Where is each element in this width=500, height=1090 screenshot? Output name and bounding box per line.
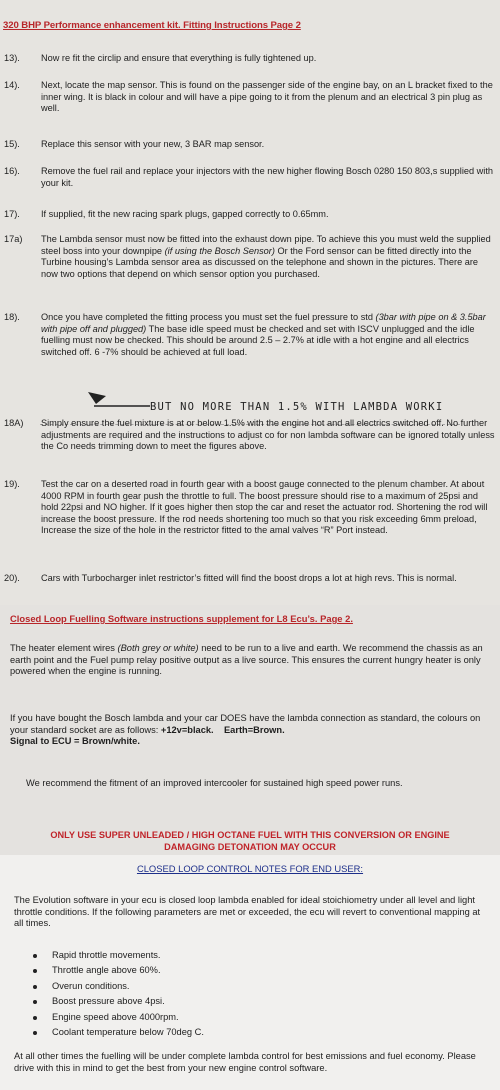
step-text: Remove the fuel rail and replace your injectors with the new higher flowing Bosch 0280 150 803,s supplied with your kit.: [41, 166, 493, 188]
step-number: 17).: [4, 209, 20, 219]
step-text: Cars with Turbocharger inlet restrictor’s fitted will find the boost drops a lot at high revs. This is normal.: [41, 573, 457, 583]
list-item: Rapid throttle movements.: [30, 950, 204, 965]
wire-live: +12v=black.: [160, 724, 214, 735]
step-text: Replace this sensor with your new, 3 BAR map sensor.: [41, 139, 265, 149]
step-number: 16).: [4, 166, 20, 176]
step-text: Next, locate the map sensor. This is found on the passenger side of the engine bay, on an L bracket fixed to the inner wing. It is black in colour and will have a pipe going to it from the plenum and an electrical 3 pin plug as well.: [41, 80, 493, 113]
handwritten-arrow-icon: [84, 388, 154, 412]
parameter-list: [30, 950, 204, 1042]
step-text: The Lambda sensor must now be fitted into the exhaust down pipe. To achieve this you must weld the supplied steel boss into your downpipe (if using the Bosch Sensor) Or the Ford sensor can be fitted directly into the Turbine housing’s Lambda sensor area as discussed on the telephone and shown in the pictures. There are now two options that depend on which sensor option you purchased.: [41, 234, 491, 279]
step-number: 14).: [4, 80, 20, 90]
list-item: Boost pressure above 4psi.: [30, 996, 204, 1011]
list-item: Overun conditions.: [30, 981, 204, 996]
step-text: Once you have completed the fitting process you must set the fuel pressure to std (3bar with pipe on & 3.5bar with pipe off and plugged) The base idle speed must be checked and set with ISCV unplugged and the idle fuelling must now be checked. This should be around 2.5 – 2.7% at idle with a hot engine and all electrics switched off. 6 -7% should be achieved at full load.: [41, 312, 486, 357]
notes-intro: The Evolution software in your ecu is closed loop lambda enabled for ideal stoichiometry under all level and light throttle conditions. If the following parameters are met or exceeded, the ecu will revert to conventional mapping at all times.: [14, 895, 481, 928]
step-number: 18A): [4, 418, 24, 428]
step-number: 20).: [4, 573, 20, 583]
closed-loop-notes-page: [0, 855, 500, 1090]
list-item: Coolant temperature below 70deg C.: [30, 1027, 204, 1042]
lambda-connection-paragraph: If you have bought the Bosch lambda and your car DOES have the lambda connection as standard, the colours on your standard socket are as follows: +12v=black. Earth=Brown. Signal to ECU = Brown/white.: [10, 713, 481, 746]
wire-earth: Earth=Brown.: [223, 724, 285, 735]
step-number: 19).: [4, 479, 20, 489]
notes-outro: At all other times the fuelling will be under complete lambda control for best emissions and fuel economy. Please drive with this in mind to get the best from your new engine control software.: [14, 1051, 476, 1073]
fuel-warning: ONLY USE SUPER UNLEADED / HIGH OCTANE FUEL WITH THIS CONVERSION OR ENGINE DAMAGING DETONATION MAY OCCUR: [50, 830, 450, 852]
wire-signal: Signal to ECU = Brown/white.: [10, 736, 140, 746]
list-item: Throttle angle above 60%.: [30, 965, 204, 980]
step-number: 15).: [4, 139, 20, 149]
software-supplement-page: [0, 605, 500, 855]
step-text: If supplied, fit the new racing spark plugs, gapped correctly to 0.65mm.: [41, 209, 329, 219]
step-number: 18).: [4, 312, 20, 322]
step-text: Test the car on a deserted road in fourth gear with a boost gauge connected to the plenum chamber. At about 4000 RPM in fourth gear push the throttle to full. The boost pressure should rise to a maximum of 25psi and hold 22psi and NO higher. If it goes higher then stop the car and reset the actuator rod. Shortening the rod will increase the boost pressure. If the rod needs shortening too much so that you risk exceeding 6mm preload, Increase the size of the hole in the restrictor fitted to the amal valves “R” Port instead.: [41, 479, 488, 535]
list-item: Engine speed above 4000rpm.: [30, 1012, 204, 1027]
page-title: 320 BHP Performance enhancement kit. Fitting Instructions Page 2: [3, 20, 301, 31]
notes-title: CLOSED LOOP CONTROL NOTES FOR END USER:: [136, 863, 364, 874]
step-number: 13).: [4, 53, 20, 63]
section-title: Closed Loop Fuelling Software instructions supplement for L8 Ecu’s. Page 2.: [10, 613, 353, 624]
handwritten-note: BUT NO MORE THAN 1.5% WITH LAMBDA WORKI: [150, 401, 444, 413]
intercooler-paragraph: We recommend the fitment of an improved intercooler for sustained high speed power runs.: [26, 778, 403, 788]
heater-wiring-paragraph: The heater element wires (Both grey or white) need to be run to a live and earth. We recommend the chassis as an earth point and the Fuel pump relay positive output as a live source. This ensures the current hungry heater is only powered when the engine is running.: [10, 643, 483, 676]
step-text: Now re fit the circlip and ensure that everything is fully tightened up.: [41, 53, 317, 63]
step-number: 17a): [4, 234, 23, 244]
step-text: Simply ensure the fuel mixture is at or below 1.5% with the engine hot and all electrics switched off. No further adjustments are required and the instructions to adjust co for non lambda software can be ignored totally unless the Co needs trimming down to meet the figures above.: [41, 418, 495, 451]
